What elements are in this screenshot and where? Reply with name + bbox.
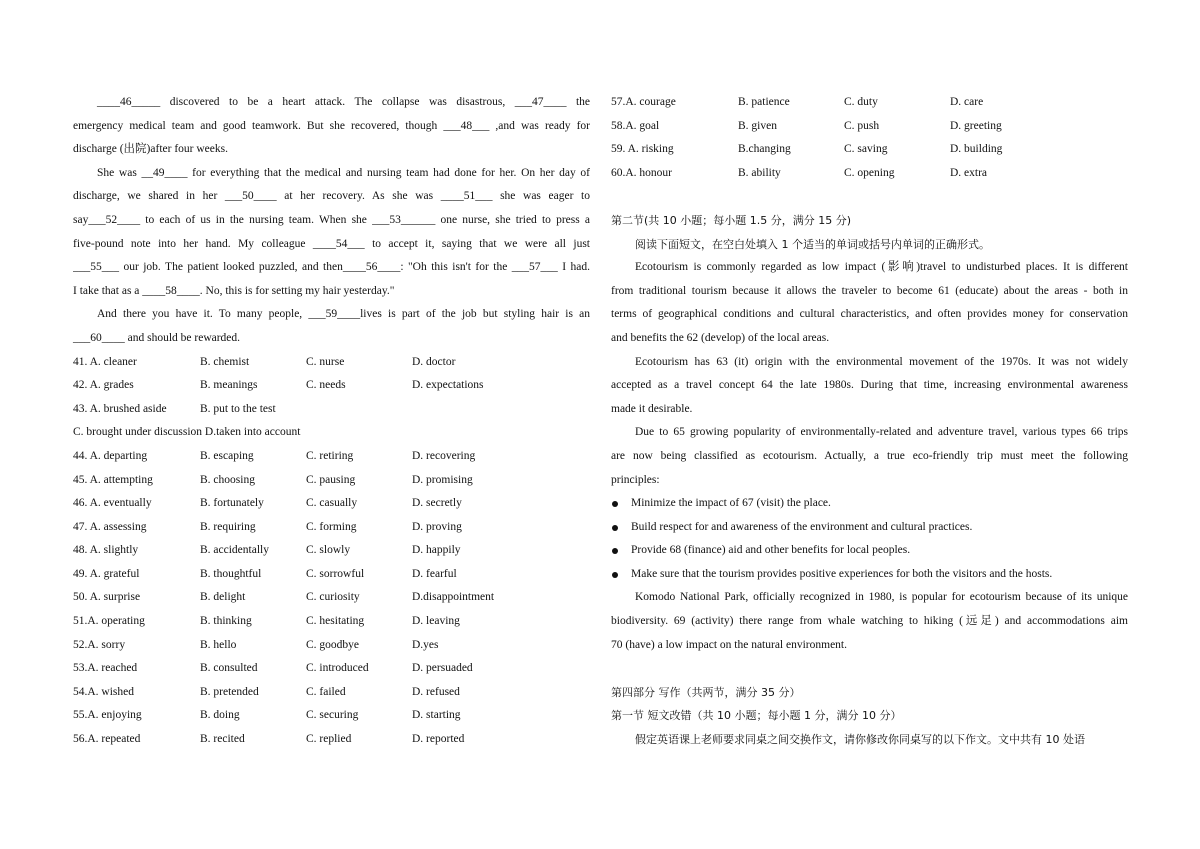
cloze-options-continued: [73, 445, 590, 752]
option-c: C. curiosity: [306, 591, 360, 604]
option-d: D. secretly: [412, 497, 462, 510]
option-b: B. consulted: [200, 662, 258, 675]
text-line: Komodo National Park, officially recognized in 1980, is popular for ecotourism because of its unique: [635, 591, 1128, 604]
text-line: biodiversity. 69 (activity) there range from whale watching to hiking (远足) and accommodations aim: [611, 615, 1128, 628]
option-row: [73, 469, 590, 493]
option-a: 53.A. reached: [73, 662, 138, 675]
option-a: 58.A. goal: [611, 119, 660, 132]
option-b: B. thoughtful: [200, 567, 262, 580]
option-b: B. doing: [200, 709, 240, 722]
option-d: D. leaving: [412, 615, 460, 628]
option-c: C. sorrowful: [306, 567, 365, 580]
option-row: [611, 91, 1128, 115]
bullet-item: [611, 539, 1128, 563]
bullet-item: [611, 563, 1128, 587]
text-line: terms of geographical conditions and cultural characteristics, and often provides money for conservation: [611, 308, 1128, 321]
option-b: B. fortunately: [200, 497, 264, 510]
option-row: [73, 634, 590, 658]
option-b: B. escaping: [200, 449, 254, 462]
text-line: I take that as a ____58____. No, this is for setting my hair yesterday.": [73, 284, 395, 297]
option-a: 47. A. assessing: [73, 520, 147, 533]
section2-heading: 第二节(共 10 小题；每小题 1.5 分，满分 15 分): [611, 213, 852, 227]
bullet-dot-icon: [611, 539, 631, 563]
option-b: B. ability: [738, 166, 781, 179]
ecotourism-paragraph-3: [611, 421, 1128, 492]
option-b: B. chemist: [200, 355, 250, 368]
option-b: B. given: [738, 119, 777, 132]
text-line: say___52____ to each of us in the nursing team. When she ___53______ one nurse, she tried to press a: [73, 213, 590, 226]
option-d: D. proving: [412, 520, 462, 533]
text-line: from traditional tourism because it allows the traveler to become 61 (educate) about the areas - both in: [611, 284, 1128, 297]
option-b: B. thinking: [200, 615, 252, 628]
text-line: ____46_____ discovered to be a heart attack. The collapse was disastrous, ___47____ the: [97, 96, 590, 108]
option-a: 60.A. honour: [611, 166, 673, 179]
bullet-text: Minimize the impact of 67 (visit) the place.: [631, 497, 831, 510]
option-b: B. accidentally: [200, 544, 269, 557]
option-b: B. put to the test: [200, 402, 276, 415]
option-row: [611, 115, 1128, 139]
option-a: 44. A. departing: [73, 449, 148, 462]
option-row: [611, 138, 1128, 162]
option-d: D. promising: [412, 473, 473, 486]
option-a: 51.A. operating: [73, 615, 145, 628]
option-c: C. replied: [306, 733, 352, 746]
text-line: made it desirable.: [611, 402, 693, 415]
bullet-text: Make sure that the tourism provides positive experiences for both the visitors and the hosts.: [631, 567, 1053, 580]
section1-heading: 第一节 短文改错（共 10 小题；每小题 1 分，满分 10 分）: [611, 709, 902, 723]
ecotourism-paragraph-1: [611, 256, 1128, 350]
option-b: B.changing: [738, 143, 791, 156]
option-b: B. pretended: [200, 685, 259, 698]
option-d: D. greeting: [950, 119, 1002, 132]
option-row: [73, 374, 590, 398]
option-c: C. nurse: [306, 355, 345, 368]
text-line: She was __49____ for everything that the medical and nursing team had done for her. On her day of: [97, 166, 590, 179]
option-a: 45. A. attempting: [73, 473, 153, 486]
bullet-dot-icon: [611, 516, 631, 540]
cloze-options-end: [611, 91, 1128, 185]
option-c: C. forming: [306, 520, 357, 533]
text-line: And there you have it. To many people, ___59____lives is part of the job but styling hair is an: [97, 308, 590, 321]
bullet-item: [611, 516, 1128, 540]
option-a: 52.A. sorry: [73, 638, 126, 651]
option-a: 54.A. wished: [73, 685, 135, 698]
option-d: D. care: [950, 96, 984, 108]
option-c: C. hesitating: [306, 615, 365, 628]
option-row: [73, 704, 590, 728]
option-d: D. happily: [412, 544, 461, 557]
option-d: D. expectations: [412, 379, 484, 392]
option-b: B. choosing: [200, 473, 255, 486]
bullet-dot-icon: [611, 492, 631, 516]
option-c: [306, 398, 412, 422]
option-a: 55.A. enjoying: [73, 709, 142, 722]
section2-instruction: 阅读下面短文，在空白处填入 1 个适当的单词或括号内单词的正确形式。: [635, 237, 990, 251]
option-b: B. patience: [738, 96, 790, 108]
option-row: [73, 516, 590, 540]
text-line: accepted as a travel concept 64 the late 1980s. During that time, increasing environmental awareness: [611, 379, 1128, 392]
option-a: 50. A. surprise: [73, 591, 141, 604]
text-line: discharge (出院)after four weeks.: [73, 143, 228, 156]
option-a: 57.A. courage: [611, 96, 676, 108]
text-line: and benefits the 62 (develop) of the local areas.: [611, 331, 830, 344]
option-row: [73, 586, 590, 610]
option-b: B. requiring: [200, 520, 256, 533]
option-d: D. starting: [412, 709, 461, 722]
option-d: D. persuaded: [412, 662, 473, 675]
text-line: 70 (have) a low impact on the natural environment.: [611, 638, 847, 651]
text-line: Due to 65 growing popularity of environmentally-related and adventure travel, various types 66 trips: [635, 426, 1128, 439]
bullet-text: Provide 68 (finance) aid and other benefits for local peoples.: [631, 544, 911, 557]
option-c: C. opening: [844, 166, 895, 179]
option-c: C. slowly: [306, 544, 351, 557]
option-a: 43. A. brushed aside: [73, 402, 167, 415]
option-43-line2: C. brought under discussion D.taken into account: [73, 426, 301, 439]
option-b: B. hello: [200, 638, 237, 651]
option-b: B. recited: [200, 733, 245, 746]
option-row: [73, 728, 590, 752]
option-d: D. recovering: [412, 449, 476, 462]
text-line: Ecotourism has 63 (it) origin with the environmental movement of the 1970s. It was not widely: [635, 355, 1128, 368]
option-row: [73, 610, 590, 634]
option-c: C. push: [844, 119, 880, 132]
text-line: ___60____ and should be rewarded.: [73, 331, 241, 344]
ecotourism-paragraph-4: [611, 586, 1128, 657]
left-column: [73, 91, 590, 752]
option-d: D. building: [950, 143, 1003, 156]
option-c: C. saving: [844, 143, 888, 156]
option-c: C. introduced: [306, 662, 369, 675]
option-c: C. duty: [844, 96, 878, 108]
option-d: D. extra: [950, 166, 988, 179]
option-row: [73, 445, 590, 469]
bullet-text: Build respect for and awareness of the environment and cultural practices.: [631, 520, 973, 533]
option-d: D.disappointment: [412, 591, 495, 604]
section1-instruction: 假定英语课上老师要求同桌之间交换作文，请你修改你同桌写的以下作文。文中共有 10 处语: [635, 733, 1085, 747]
ecotourism-paragraph-2: [611, 351, 1128, 422]
option-d: D. fearful: [412, 567, 457, 580]
option-a: 46. A. eventually: [73, 497, 152, 510]
option-c: C. failed: [306, 685, 346, 698]
option-a: 42. A. grades: [73, 379, 134, 392]
right-column: [611, 91, 1128, 752]
text-line: discharge, we shared in her ___50____ at her recovery. As she was ____51___ she was eager to: [73, 190, 590, 203]
option-a: 49. A. grateful: [73, 567, 140, 580]
option-a: 41. A. cleaner: [73, 355, 137, 368]
option-row: [73, 398, 590, 422]
option-row: [73, 681, 590, 705]
bullet-dot-icon: [611, 563, 631, 587]
option-b: B. meanings: [200, 379, 258, 392]
text-line: ___55___ our job. The patient looked puzzled, and then____56____: "Oh this isn't for the ___57___ I had.: [73, 261, 590, 274]
option-c: C. casually: [306, 497, 358, 510]
option-a: 59. A. risking: [611, 143, 674, 156]
bullet-item: [611, 492, 1128, 516]
option-a: 56.A. repeated: [73, 733, 141, 746]
option-c: C. pausing: [306, 473, 356, 486]
option-d: D. doctor: [412, 355, 456, 368]
option-a: 48. A. slightly: [73, 544, 139, 557]
option-row: [73, 563, 590, 587]
text-line: principles:: [611, 473, 660, 486]
option-row: [73, 657, 590, 681]
text-line: five-pound note into her hand. My colleague ____54___ to accept it, saying that we were all just: [73, 237, 590, 250]
option-row: [73, 492, 590, 516]
cloze-passage: [73, 91, 590, 351]
option-row: [73, 539, 590, 563]
option-row: [611, 162, 1128, 186]
option-c: C. goodbye: [306, 638, 360, 651]
text-line: emergency medical team and good teamwork. But she recovered, though ___48___ ,and was ready for: [73, 119, 590, 132]
part4-heading: 第四部分 写作（共两节，满分 35 分）: [611, 685, 801, 699]
option-d: D. reported: [412, 733, 465, 746]
text-line: are now being classified as ecotourism. Actually, a true eco-friendly trip must meet the following: [611, 449, 1128, 462]
option-b: B. delight: [200, 591, 246, 604]
text-line: Ecotourism is commonly regarded as low impact (影响)travel to undisturbed places. It is different: [635, 261, 1128, 274]
option-c: C. retiring: [306, 449, 354, 462]
option-c: C. needs: [306, 379, 346, 392]
spacer: [611, 185, 1128, 209]
option-row: [73, 351, 590, 375]
spacer: [611, 657, 1128, 681]
cloze-options: [73, 351, 590, 422]
option-d: D. refused: [412, 685, 460, 698]
option-d: D.yes: [412, 638, 439, 651]
principles-list: [611, 492, 1128, 586]
option-c: C. securing: [306, 709, 359, 722]
